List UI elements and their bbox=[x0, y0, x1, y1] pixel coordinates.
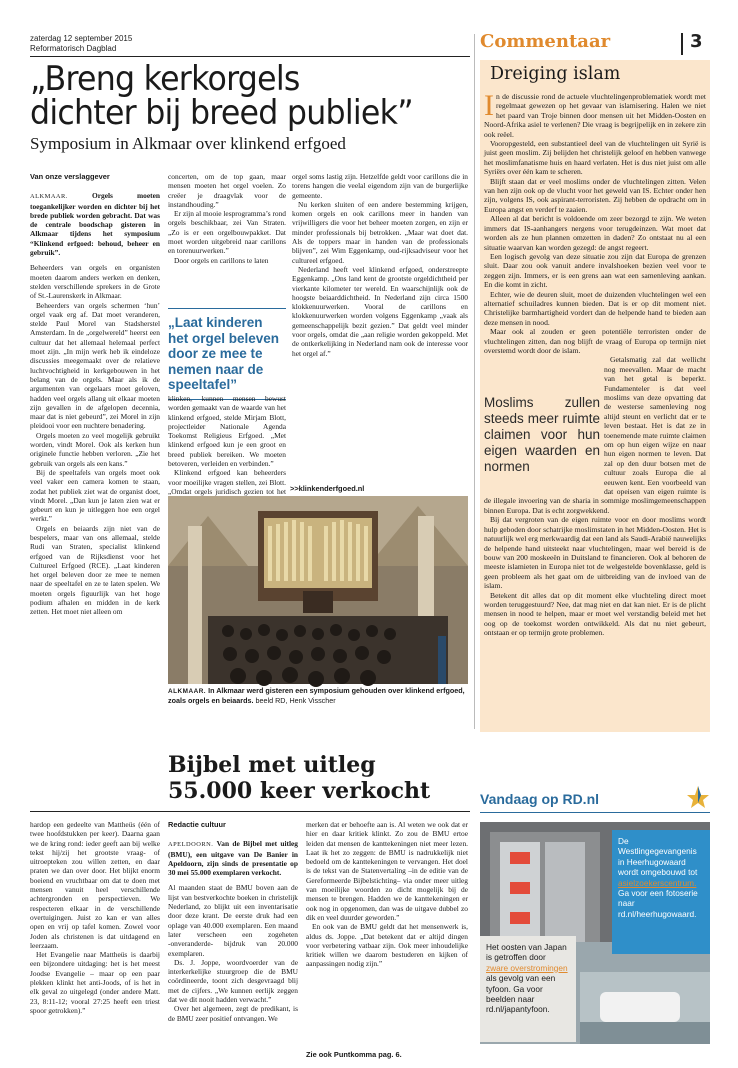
lead-paragraph bbox=[30, 191, 160, 257]
header-rule bbox=[30, 56, 470, 57]
article2-headline bbox=[168, 752, 468, 804]
paragraph: Al maanden staat de BMU boven aan de lijst van bestverkochte boeken in christelijk Nederland, zo blijkt uit een inventarisatie door deze krant. De eerste druk had een oplage van 40.000 exemplaren. Een maand later verscheen een zogeheten ‑onveranderde‑ bijdruk van 20.000 exemplaren. bbox=[168, 883, 298, 958]
paragraph: Alleen al dat bericht is voldoende om zeer bezorgd te zijn. We weten immers dat IS-aanhangers nergens voor terugdeinzen. Wat moet dat worden als ze hun plannen omzetten in daden? Zo ontstaat nu al een situatie waarvan kan worden gezegd: de angst regeert. bbox=[484, 214, 706, 252]
commentary-pull-quote: Moslims zullen steeds meer ruimte claimen voor hun eigen waarden en normen bbox=[484, 395, 600, 475]
paragraph bbox=[484, 89, 706, 139]
story-text: De Westlingegevangenis in Heerhugowaard wordt omgebouwd tot bbox=[618, 836, 698, 878]
article-column-2b bbox=[168, 394, 286, 496]
article-column-2 bbox=[168, 172, 286, 302]
paragraph: hardop een gedeelte van Mattheüs (één of twee hoofdstukken per keer). Daarna gaan we de kring rond: ieder geeft aan bij welke tekst hij/zij het grootste vraag- of uitroepteken zou willen zetten, en daar praten we dan over door. Het blijkt enorm boeiend en vruchtbaar om dat te doen met mensen vanuit heel verschillende achtergronden en perspectieven. We respecteren elkaar in de verschillende overtuigingen. Juist zo kan er van alles open en vrij op tafel komen. Zowel voor Joden als christenen is dat uitdagend en leerzaam. bbox=[30, 820, 160, 950]
paragraph-text: n de discussie rond de actuele vluchtelingenproblematiek wordt met regelmaat gewezen op het gevaar van islamisering. Halen we niet het paard van Troje binnen door mensen uit het Midden-Oosten en Noord-Afrika asiel te verlenen? Die vraag is begrijpelijk en in zekere zin ook reëel. bbox=[484, 92, 706, 139]
cross-reference: Zie ook Puntkomma pag. 6. bbox=[306, 1050, 402, 1059]
paper-name: Reformatorisch Dagblad bbox=[30, 44, 117, 53]
paragraph: orgel soms lastig zijn. Hetzelfde geldt voor carillons die in torens hangen die veelal eigendom zijn van de burgerlijke gemeente. bbox=[292, 172, 468, 200]
rd-story-japan[interactable] bbox=[480, 936, 576, 1042]
story-tail: als gevolg van een tyfoon. Ga voor beelden naar rd.nl/japantyfoon. bbox=[486, 973, 556, 1015]
caption-text: In Alkmaar werd gisteren een symposium gehouden over klinkend erfgoed, zoals orgels en beiaards. bbox=[168, 686, 465, 705]
headline-line-2: dichter bij breed publiek” bbox=[30, 93, 413, 133]
story-link[interactable]: zware overstromingen bbox=[486, 962, 568, 973]
pull-quote-space bbox=[484, 355, 604, 487]
article-column-3 bbox=[292, 172, 468, 482]
lead-paragraph bbox=[168, 839, 298, 877]
story-tail: Ga voor een fotoserie naar rd.nl/heerhugowaard. bbox=[618, 888, 698, 919]
paragraph: Ds. J. Joppe, woordvoerder van de interkerkelijke stuurgroep die de BMU coördineerde, toont zich desgevraagd blij met de cijfers. „We kunnen eerlijk zeggen dat we dit nooit hadden verwacht.” bbox=[168, 957, 298, 1005]
headline-line-1: Bijbel met uitleg bbox=[168, 752, 376, 778]
article2-column-1 bbox=[30, 820, 160, 1060]
article2-column-3 bbox=[306, 820, 468, 1050]
photo-caption bbox=[168, 686, 468, 705]
pull-quote: „Laat kinderen het orgel beleven door ze mee te nemen naar de speeltafel” bbox=[168, 308, 286, 400]
caption-place: ALKMAAR. bbox=[168, 688, 207, 695]
paragraph: Nederland heeft veel klinkend erfgoed, onderstreepte Eggenkamp. „Ons land kent de grootste orgeldichtheid per vierkante kilometer ter wereld. En waarschijnlijk ook de hoogste beiaarddichtheid. In Nederland zijn circa 1500 klokkenuurwerken. Vooral de carillons en klokkenuurwerken worden volgens Eggenkamp „vaak als gemeenschappelijk bezit gezien.” Dat geldt veel minder voor orgels, omdat die „aan religie worden gekoppeld. Met de ontkerkelijking in Nederland nam ook de interesse voor het orgel af.” bbox=[292, 264, 468, 358]
column-divider bbox=[474, 34, 475, 729]
paragraph: Er zijn al mooie lesprogramma’s rond orgels beschikbaar, zei Van Straten. „Zo is er een orgelbouwpakket. Dat moet worden uitgebreid naar carillons en torenuurwerken.” bbox=[168, 209, 286, 256]
paragraph: En ook van de BMU geldt dat het mensenwerk is, aldus ds. Joppe. „Dat betekent dat er altijd dingen voor verbetering vatbaar zijn. Ook meer inhoudelijke kritiek willen we daarom bestuderen en kijken of aanpassingen nodig zijn.” bbox=[306, 922, 468, 969]
rd-story-prison[interactable] bbox=[612, 830, 710, 954]
paragraph: Door orgels en carillons te laten bbox=[174, 255, 269, 265]
issue-date: zaterdag 12 september 2015 bbox=[30, 34, 133, 43]
story-text: Het oosten van Japan is getroffen door bbox=[486, 942, 567, 963]
paragraph: Maar ook al zouden er geen potentiële terroristen onder de vluchtelingen zitten, dan nog blijft de vraag of Europa op termijn niet overstemd wordt door de islam. bbox=[484, 327, 706, 355]
byline: Van onze verslaggever bbox=[30, 172, 110, 181]
paragraph: Klinkend erfgoed kan beheerders voor moeilijke vragen stellen, zei Blott. „Omdat orgels juridisch gezien tot het bbox=[168, 468, 286, 496]
paragraph: klinken, kunnen mensen bewust worden gemaakt van de waarde van het klinkend erfgoed, stelde Mirjam Blott, projectleider Nationale Agenda Toekomst Religieus Erfgoed. „Met klinkend erfgoed kun je een groot en breed publiek bereiken. We moeten betoveren, verleiden en verbinden.” bbox=[168, 394, 286, 469]
page-number-divider bbox=[681, 33, 683, 55]
headline-line-1: „Breng kerkorgels bbox=[30, 59, 300, 99]
paragraph: merken dat er behoefte aan is. Al weten we ook dat er hier en daar kritiek klinkt. Zo zou de BMU ertoe leiden dat mensen de kanttekeningen niet meer lezen. Laat ik het zo zeggen: de BMU is nadrukkelijk niet bedoeld om de kanttekeningen te vervangen. Het doel is de tekst van de Statenvertaling –in de editie van de Gereformeerde Bijbelstichting– via onder meer uitleg van moeilijke woorden zo dicht mogelijk bij de mensen te brengen. Hadden we de kanttekeningen er ook nog in opgenomen, dan was de uitgave dubbel zo dik en veel duurder geworden.” bbox=[306, 820, 468, 922]
paragraph: Echter, wie de deuren sluit, moet de duizenden vluchtelingen wel een alternatief schuiladres kunnen bieden. Dat is er op dit moment niet. Christelijke barmhartigheid vordert dan de helpende hand te bieden aan deze mensen in nood. bbox=[484, 289, 706, 327]
rd-rule bbox=[480, 812, 710, 813]
paragraph: Vooropgesteld, een substantieel deel van de vluchtelingen uit Syrië is juist geen moslim. Zij belijden het christelijk geloof en hebben vanwege het moslimfanatisme huis en haard verlaten. Het is dus niet juist om alle Syriërs over één kam te scheren. bbox=[484, 139, 706, 177]
photo-credit: beeld RD, Henk Visscher bbox=[255, 696, 336, 705]
paragraph: Nu kerken sluiten of een andere bestemming krijgen, komen orgels en ook carillons meer in handen van vrijwilligers die voor het beheer moeten zorgen, en zijn er minder professionals bij betrokken. „Maar wat doet dat. Als de toppers maar in handen van de professionals blijven”, zei Wim Eggenkamp, oud-rijksadviseur voor het cultureel erfgoed. bbox=[292, 199, 468, 265]
story-link[interactable]: asielzoekerscentrum. bbox=[618, 877, 697, 888]
page-number: 3 bbox=[690, 31, 703, 52]
paragraph: Orgels en beiaards zijn niet van de bespelers, maar van ons allemaal, stelde Rudi van Straten, specialist klinkend erfgoed van de Rijksdienst voor het Cultureel Erfgoed (RCE). „Laat kinderen het orgel beleven door ze mee te nemen naar de speeltafel en ze te laten spelen. We moeten orgels figuurlijk van het hoge podium afhalen en midden in de kerk zetten. Het moet niet alleen om bbox=[30, 523, 160, 617]
paragraph: Een logisch gevolg van deze situatie zou zijn dat Europa de grenzen sluit. Daar zou ook vanuit andere invalshoeken bezien veel voor te zeggen zijn. Immers, er is een grens aan wat een samenleving aankan. En die komt in zicht. bbox=[484, 251, 706, 290]
commentary-headline: Dreiging islam bbox=[490, 64, 621, 84]
article-column-1 bbox=[30, 172, 160, 732]
article2-rule bbox=[30, 811, 470, 812]
dateline: APELDOORN. bbox=[168, 841, 214, 849]
paragraph: Getalsmatig zal dat wellicht nog meevallen. Maar de macht van het getal is beperkt. Fundamenteler is dat veel moslims van deze opvatting dat de westerse samenleving nog altijd steunt en verlicht dat er te leven bestaat. Het is dat ze in toenemende mate ruimte claimen om op hun eigen wijze en naar hun eigen normen te leven. Dat zal op den duur botsen met de cultuur zoals Europa die al eeuwen kent. Een voorbeeld van dat opeisen van eigen ruimte is de illegale invoering van de sharia in sommige moslimgemeenschappen binnen Europa. Dat is echt zorgwekkend. bbox=[484, 355, 706, 515]
paragraph: Beheerders van orgels en organisten moeten daarom anders werken en denken, stelden verschillende sprekers in de Grote of St.-Laurenskerk in Alkmaar. bbox=[30, 263, 160, 301]
rd-logo-icon bbox=[685, 784, 711, 810]
headline-line-2: 55.000 keer verkocht bbox=[168, 778, 431, 804]
byline: Redactie cultuur bbox=[168, 820, 226, 829]
paragraph: Het Evangelie naar Mattheüs is daarbij een bijzondere uitdaging: het is het meest Joodse Evangelie – maar op een paar plekken klinkt het anti-Joods, of is het in elk geval zo uitgelegd (onder andere Matt. 23, 8:11-12; vooral 27:25 heeft een triest spoor getrokken).” bbox=[30, 950, 160, 1015]
paragraph: Beheerders van orgels schermen ‘hun’ orgel vaak erg af. Dat moet veranderen, stelde Paul Morel van Stadsherstel Amsterdam. In de „orgelwereld” heerst een cultuur dat het allemaal helemaal perfect moet zijn. „In mijn werk heb ik eindeloze discussies meegemaakt over de relatieve luchtvochtigheid in kerkgebouwen in het belang van de orgels. Maar als ik de argumenten van orgelaars moet geloven, hadden veel orgels allang uit elkaar moeten zijn gevallen in de afgelopen decennia, maar dat is niet gebeurd”, zei Morel in zijn pleidooi voor een nuchtere benadering. bbox=[30, 300, 160, 431]
dateline: ALKMAAR. bbox=[30, 193, 68, 201]
paragraph: Blijft staan dat er veel moslims onder de vluchtelingen zitten. Velen van hen zijn ook op de vlucht voor het geweld van IS. Echter onder hen zijn, volgens IS, ook aspirant-terroristen. Zij hebben de opdracht om in Europa angst en verderf te zaaien. bbox=[484, 176, 706, 214]
paragraph: Betekent dit alles dat op dit moment elke vluchteling direct moet worden teruggestuurd? Nee, dat mag niet en dat kan niet. Er is de plicht mensen in nood te helpen, maar er moet wel verstandig beleid met het oog op de toekomst worden ontwikkeld. Als dat nu niet gebeurt, ontstaan er op termijn grote problemen. bbox=[484, 590, 706, 638]
rd-section-title: Vandaag op RD.nl bbox=[480, 791, 600, 807]
page-header bbox=[30, 34, 132, 54]
paragraph: Over het algemeen, zegt de predikant, is de BMU zeer positief ontvangen. We bbox=[168, 1004, 298, 1023]
website-link[interactable]: >>klinkenderfgoed.nl bbox=[290, 484, 365, 493]
article2-column-2 bbox=[168, 820, 298, 1060]
paragraph: Orgels moeten zo veel mogelijk gebruikt worden, vindt Morel. Ook als kerken hun originele functie hebben verloren. „Zie het gebruik van orgels als een kans.” bbox=[30, 430, 160, 468]
drop-cap: I bbox=[484, 89, 494, 122]
commentary-body bbox=[484, 89, 706, 728]
article-subhead: Symposium in Alkmaar over klinkend erfgoed bbox=[30, 134, 346, 153]
lead-text: Orgels moeten toegankelijker worden en dichter bij het brede publiek worden gebracht. Dat was de centrale boodschap gisteren in Alkmaar tijdens het symposium “Klinkend erfgoed: behoud, beheer en gebruik”. bbox=[30, 191, 160, 258]
lead-text: Van de Bijbel met uitleg (BMU), een uitgave van De Banier in Apeldoorn, zijn sinds de presentatie op 30 mei 55.000 exemplaren verkocht. bbox=[168, 839, 298, 878]
section-title: Commentaar bbox=[480, 31, 611, 52]
paragraph: Bij de speeltafels van orgels moet ook veel vaker een camera komen te staan, zodat het publiek ziet wat de organist doet, vindt Morel. „Dan kun je laten zien wat er gebeurt en kun je uitleggen hoe een orgel werkt.” bbox=[30, 467, 160, 524]
church-organ-photo bbox=[168, 496, 468, 684]
article-headline bbox=[30, 59, 439, 133]
paragraph: Bij dat vergroten van de eigen ruimte voor en door moslims wordt hulp geboden door schatrijke moslimstaten in het Midden-Oosten. Het is natuurlijk wel erg merkwaardig dat een land als Saudi-Arabië nauwelijks de helpende hand uitsteekt naar vluchtelingen, maar wel bereid is de bouw van 200 moskeeën in Duitsland te financieren. Ook al behoren de meeste islamieten in Europa niet tot de welgestelde bovenklasse, geld is geen probleem als het gaat om de uitbreiding van de invloed van de islam. bbox=[484, 515, 706, 591]
paragraph: concerten, om de top gaan, maar mensen moeten het orgel voelen. Zo creëer je draagvlak voor de instandhouding.” bbox=[168, 172, 286, 209]
